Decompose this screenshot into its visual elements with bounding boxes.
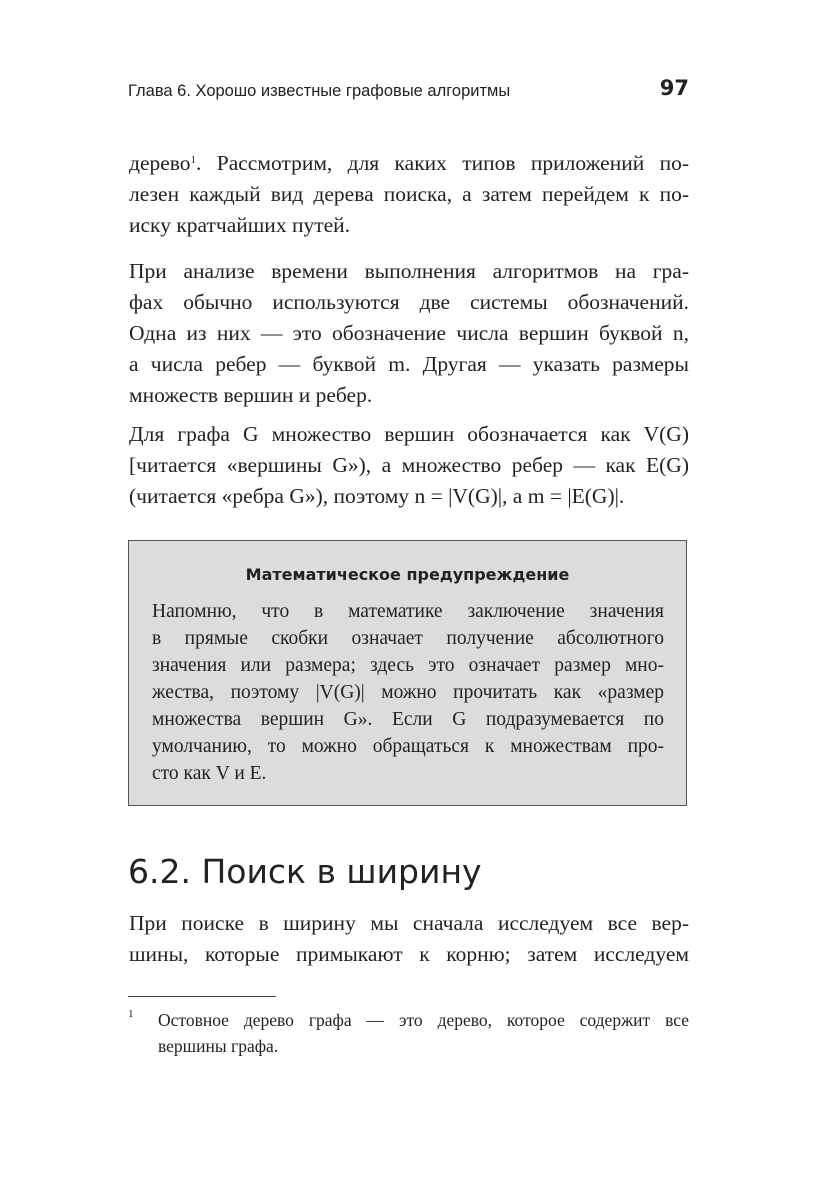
- footnote-ref[interactable]: 1: [190, 154, 197, 166]
- text-line: иску кратчайших путей.: [129, 213, 351, 237]
- footnote-marker: 1: [128, 1008, 134, 1020]
- text-line: (читается «ребра G»), поэтому n = |V(G)|, а m = |E(G)|.: [129, 484, 625, 508]
- footnote-text: [158, 1007, 689, 1059]
- math-warning-box: [128, 540, 687, 806]
- note-line: умолчанию, то можно обращаться к множествам про-: [152, 736, 664, 757]
- note-body: [152, 598, 664, 787]
- section-heading: 6.2. Поиск в ширину: [128, 852, 482, 891]
- paragraph-2: [129, 256, 689, 411]
- text-line: Для графа G множество вершин обозначается как V(G): [129, 422, 689, 446]
- text-line: фах обычно используются две системы обозначений.: [129, 290, 689, 314]
- text-fragment: . Рассмотрим, для каких типов приложений по-: [196, 151, 689, 175]
- text-line: [читается «вершины G»), а множество ребер — как E(G): [129, 453, 689, 477]
- text-line: Одна из них — это обозначение числа вершин буквой n,: [129, 321, 689, 345]
- note-line: Напомню, что в математике заключение значения: [152, 601, 664, 622]
- note-line: в прямые скобки означает получение абсолютного: [152, 628, 664, 649]
- text-line: При поиске в ширину мы сначала исследуем все вер-: [129, 911, 689, 935]
- footnote-divider: [128, 996, 276, 997]
- footnote-line: вершины графа.: [158, 1036, 279, 1056]
- text-line: При анализе времени выполнения алгоритмов на гра-: [129, 259, 689, 283]
- paragraph-1: [129, 148, 689, 241]
- note-line: значения или размера; здесь это означает размер мно-: [152, 655, 664, 676]
- note-line: множества вершин G». Если G подразумевается по: [152, 709, 664, 730]
- note-title: Математическое предупреждение: [245, 565, 570, 584]
- page-number: 97: [659, 76, 689, 100]
- note-line: жества, поэтому |V(G)| можно прочитать как «размер: [152, 682, 664, 703]
- paragraph-4: [129, 908, 689, 970]
- text-line: [129, 148, 689, 179]
- footnote-line: Остовное дерево графа — это дерево, которое содержит все: [158, 1010, 689, 1030]
- text-line: лезен каждый вид дерева поиска, а затем перейдем к по-: [129, 182, 689, 206]
- running-header: [128, 76, 689, 106]
- text-fragment: дерево: [129, 151, 191, 175]
- text-line: шины, которые примыкают к корню; затем исследуем: [129, 942, 689, 966]
- chapter-title: Глава 6. Хорошо известные графовые алгоритмы: [128, 82, 511, 100]
- text-line: а числа ребер — буквой m. Другая — указать размеры: [129, 352, 689, 376]
- text-line: множеств вершин и ребер.: [129, 383, 373, 407]
- note-line: сто как V и E.: [152, 763, 267, 784]
- paragraph-3: [129, 419, 689, 512]
